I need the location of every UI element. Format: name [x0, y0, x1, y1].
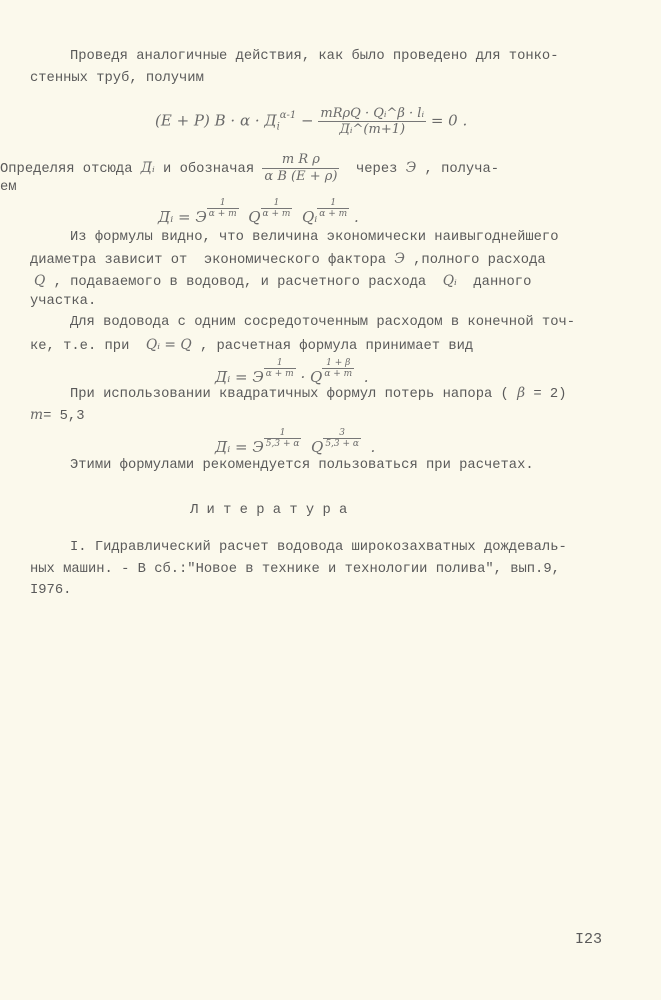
- math-symbol: Qᵢ: [442, 273, 457, 289]
- text: ,полного расхода: [413, 253, 546, 268]
- text: данного: [473, 275, 532, 290]
- numerator: 1 + β: [326, 358, 351, 368]
- text-line: [70, 385, 566, 403]
- eq-term: .: [353, 208, 359, 226]
- text: через: [356, 162, 398, 178]
- eq-term: Qᵢ: [301, 208, 318, 226]
- eq-term: .: [370, 438, 376, 456]
- numerator: 1: [273, 198, 280, 208]
- exponent: [264, 428, 302, 449]
- eq-term: (E + P) B · α · Д: [155, 111, 277, 130]
- eq-sub: i: [276, 121, 280, 133]
- eq-sup: α-1: [279, 109, 297, 121]
- text: , подаваемого в водовод, и расчетного расхода: [53, 275, 427, 290]
- reference-item: I. Гидравлический расчет водовода широкозахватных дождеваль-: [70, 540, 567, 555]
- eq-fraction: [318, 106, 426, 137]
- equation-4: [215, 428, 375, 456]
- eq-term: Q: [310, 368, 323, 386]
- denominator: Дᵢ^(m+1): [339, 122, 406, 137]
- exponent: [261, 198, 293, 219]
- text: При использовании квадратичных формул потерь напора (: [70, 387, 509, 402]
- math-symbol: Э: [394, 251, 405, 267]
- text-line: [30, 337, 473, 355]
- text: = 2): [533, 387, 567, 402]
- reference-item: I976.: [30, 583, 72, 598]
- denominator: α + m: [262, 209, 291, 219]
- eq-term: .: [363, 368, 369, 386]
- math-symbol: Q: [34, 273, 46, 289]
- text-line: [30, 407, 85, 425]
- exponent: [317, 198, 349, 219]
- math-symbol: m: [30, 407, 44, 423]
- denominator: α B (E + ρ): [264, 169, 338, 184]
- math-symbol: Э: [405, 160, 417, 177]
- numerator: 3: [339, 428, 345, 438]
- eq-op: −: [296, 111, 319, 130]
- math-symbol: Дᵢ: [140, 160, 155, 177]
- numerator: mRρQ · Qᵢ^β · lᵢ: [320, 106, 425, 121]
- numerator: m R ρ: [262, 152, 339, 169]
- numerator: 1: [330, 198, 337, 208]
- text-line: [34, 273, 531, 291]
- text: и обозначая: [163, 162, 255, 178]
- exponent: [264, 358, 296, 379]
- text-line: [0, 152, 499, 185]
- denominator: α + m: [324, 369, 353, 379]
- text-line: Для водовода с одним сосредоточенным расходом в конечной точ-: [70, 315, 576, 330]
- exponent: [322, 358, 354, 379]
- text-line: Этими формулами рекомендуется пользоваться при расчетах.: [70, 458, 534, 473]
- eq-term: Дᵢ = Э: [215, 368, 264, 386]
- equation-3: [215, 358, 369, 386]
- math-expression: Qᵢ = Q: [145, 337, 192, 353]
- text-line: Из формулы видно, что величина экономически наивыгоднейшего: [70, 230, 559, 245]
- denominator: 5,3 + α: [265, 439, 300, 449]
- text-line: [30, 251, 546, 269]
- numerator: 1: [219, 198, 226, 208]
- exponent: [323, 428, 361, 449]
- numerator: 1: [276, 358, 283, 368]
- eq-term: Q: [248, 208, 261, 226]
- eq-term: Q: [311, 438, 324, 456]
- equation-2: [158, 198, 359, 226]
- equation-1: [155, 106, 467, 137]
- text-line: участка.: [30, 294, 97, 309]
- denominator: α + m: [265, 369, 294, 379]
- text: , расчетная формула принимает вид: [199, 339, 474, 354]
- text-line: стенных труб, получим: [30, 71, 204, 86]
- text: Определяя отсюда: [0, 162, 133, 178]
- text-line: Проведя аналогичные действия, как было проведено для тонко-: [70, 49, 559, 64]
- page-number: I23: [575, 931, 603, 948]
- denominator: α + m: [208, 209, 237, 219]
- definition-fraction: [262, 152, 339, 185]
- text: , получа-: [424, 162, 500, 178]
- text: диаметра зависит от экономического фактора: [30, 253, 387, 268]
- references-heading: Л и т е р а т у р а: [190, 503, 348, 518]
- exponent: [207, 198, 239, 219]
- text: = 5,3: [43, 409, 85, 424]
- denominator: 5,3 + α: [325, 439, 359, 449]
- numerator: 1: [279, 428, 286, 438]
- text: ке, т.е. при: [30, 339, 130, 354]
- text-line: ем: [0, 180, 17, 195]
- math-symbol: β: [517, 385, 526, 401]
- denominator: α + m: [319, 209, 348, 219]
- eq-op: ·: [300, 368, 306, 386]
- eq-term: Дᵢ = Э: [215, 438, 264, 456]
- eq-term: = 0 .: [430, 111, 468, 130]
- reference-item: ных машин. - В сб.:"Новое в технике и технологии полива", вып.9,: [30, 562, 560, 577]
- eq-term: Дᵢ = Э: [158, 208, 207, 226]
